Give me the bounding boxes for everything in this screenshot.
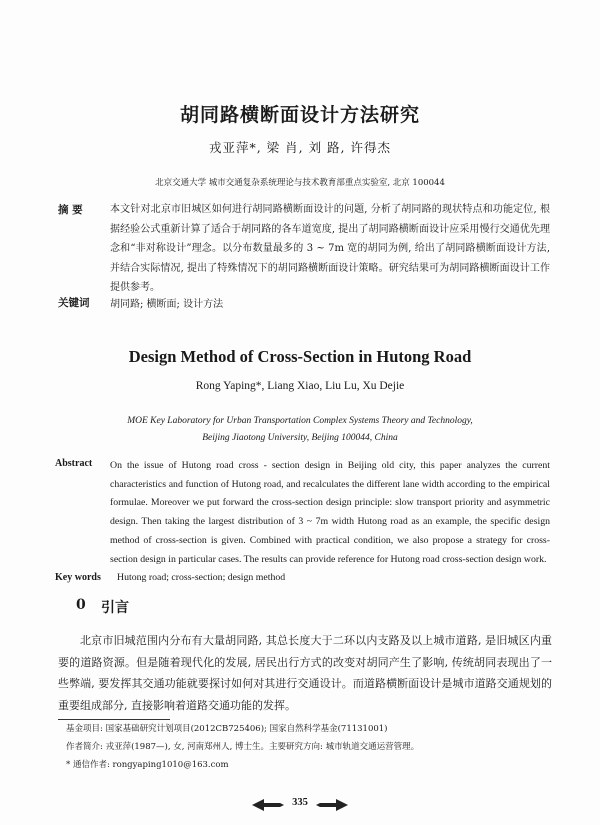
footnote-funding: 基金项目: 国家基础研究计划项目(2012CB725406); 国家自然科学基金(71131001) bbox=[66, 724, 388, 734]
keywords-label-en: Key words bbox=[55, 572, 101, 583]
ornament-left-arrow-icon bbox=[252, 799, 264, 811]
authors-en: Rong Yaping*, Liang Xiao, Liu Lu, Xu Dejie bbox=[195, 380, 405, 392]
page-number: 335 bbox=[292, 797, 308, 808]
abstract-en: On the issue of Hutong road cross - section design in Beijing old city, this paper analyzes the current characteristics and function of Hutong road, and recalculates the different lane width according to the empirical formulae. Moreover we put forward the cross-section design principle: slow transport priority and asymmetric design. Then taking the largest distribution of 3 ~ 7m width Hutong road as an example, the specific design method of cross-section is given. Combined with practical condition, we also propose a strategy for cross-section design in particular cases. The results can provide reference for Hutong road cross-section design work. bbox=[110, 460, 550, 565]
keywords-cn: 胡同路; 横断面; 设计方法 bbox=[110, 299, 224, 310]
footnote-corresponding-author: * 通信作者: rongyaping1010@163.com bbox=[66, 760, 229, 770]
paper-title-en: Design Method of Cross-Section in Hutong Road bbox=[128, 347, 472, 366]
ornament-right-tail-icon bbox=[316, 803, 336, 807]
footnote-divider bbox=[58, 719, 170, 720]
affiliation-en-line1: MOE Key Laboratory for Urban Transportation Complex Systems Theory and Technology, bbox=[127, 416, 473, 426]
abstract-label-cn: 摘 要 bbox=[58, 204, 83, 216]
affiliation-en-line2: Beijing Jiaotong University, Beijing 100044, China bbox=[202, 433, 398, 443]
paper-title-cn: 胡同路横断面设计方法研究 bbox=[179, 104, 420, 126]
affiliation-en bbox=[0, 413, 600, 447]
keywords-en: Hutong road; cross-section; design method bbox=[117, 572, 286, 583]
keywords-label-cn: 关键词 bbox=[58, 297, 90, 309]
affiliation-cn: 北京交通大学 城市交通复杂系统理论与技术教育部重点实验室, 北京 100044 bbox=[155, 178, 445, 188]
authors-cn: 戎亚萍*, 梁 肖, 刘 路, 许得杰 bbox=[208, 140, 392, 155]
ornament-right-arrow-icon bbox=[336, 799, 348, 811]
section-title: 引言 bbox=[101, 600, 129, 616]
section-number: 0 bbox=[76, 597, 86, 613]
footnote-author-bio: 作者简介: 戎亚萍(1987—), 女, 河南郑州人, 博士生。主要研究方向: 城市轨道交通运营管理。 bbox=[66, 742, 420, 752]
introduction-paragraph: 北京市旧城范围内分布有大量胡同路, 其总长度大于二环以内支路及以上城市道路, 是旧城区内重要的道路资源。但是随着现代化的发展, 居民出行方式的改变对胡同产生了影响, 传统胡同表现出了一些弊端, 要发挥其交通功能就要探讨如何对其进行交通设计。而道路横断面设计是城市道路交通规划的重要组成部分, 直接影响着道路交通功能的发挥。 bbox=[58, 634, 552, 712]
abstract-label-en: Abstract bbox=[55, 458, 93, 469]
ornament-left-tail-icon bbox=[264, 803, 284, 807]
abstract-cn: 本文针对北京市旧城区如何进行胡同路横断面设计的问题, 分析了胡同路的现状特点和功能定位, 根据经验公式重新计算了适合于胡同路的各车道宽度, 提出了胡同路横断面设计应采用慢行交通优先理念和“非对称设计”理念。以分布数量最多的 3 ~ 7m 宽的胡同为例, 给出了胡同路横断面设计方法, 并结合实际情况, 提出了特殊情况下的胡同路横断面设计策略。研究结果可为胡同路横断面设计工作提供参考。 bbox=[110, 204, 550, 293]
